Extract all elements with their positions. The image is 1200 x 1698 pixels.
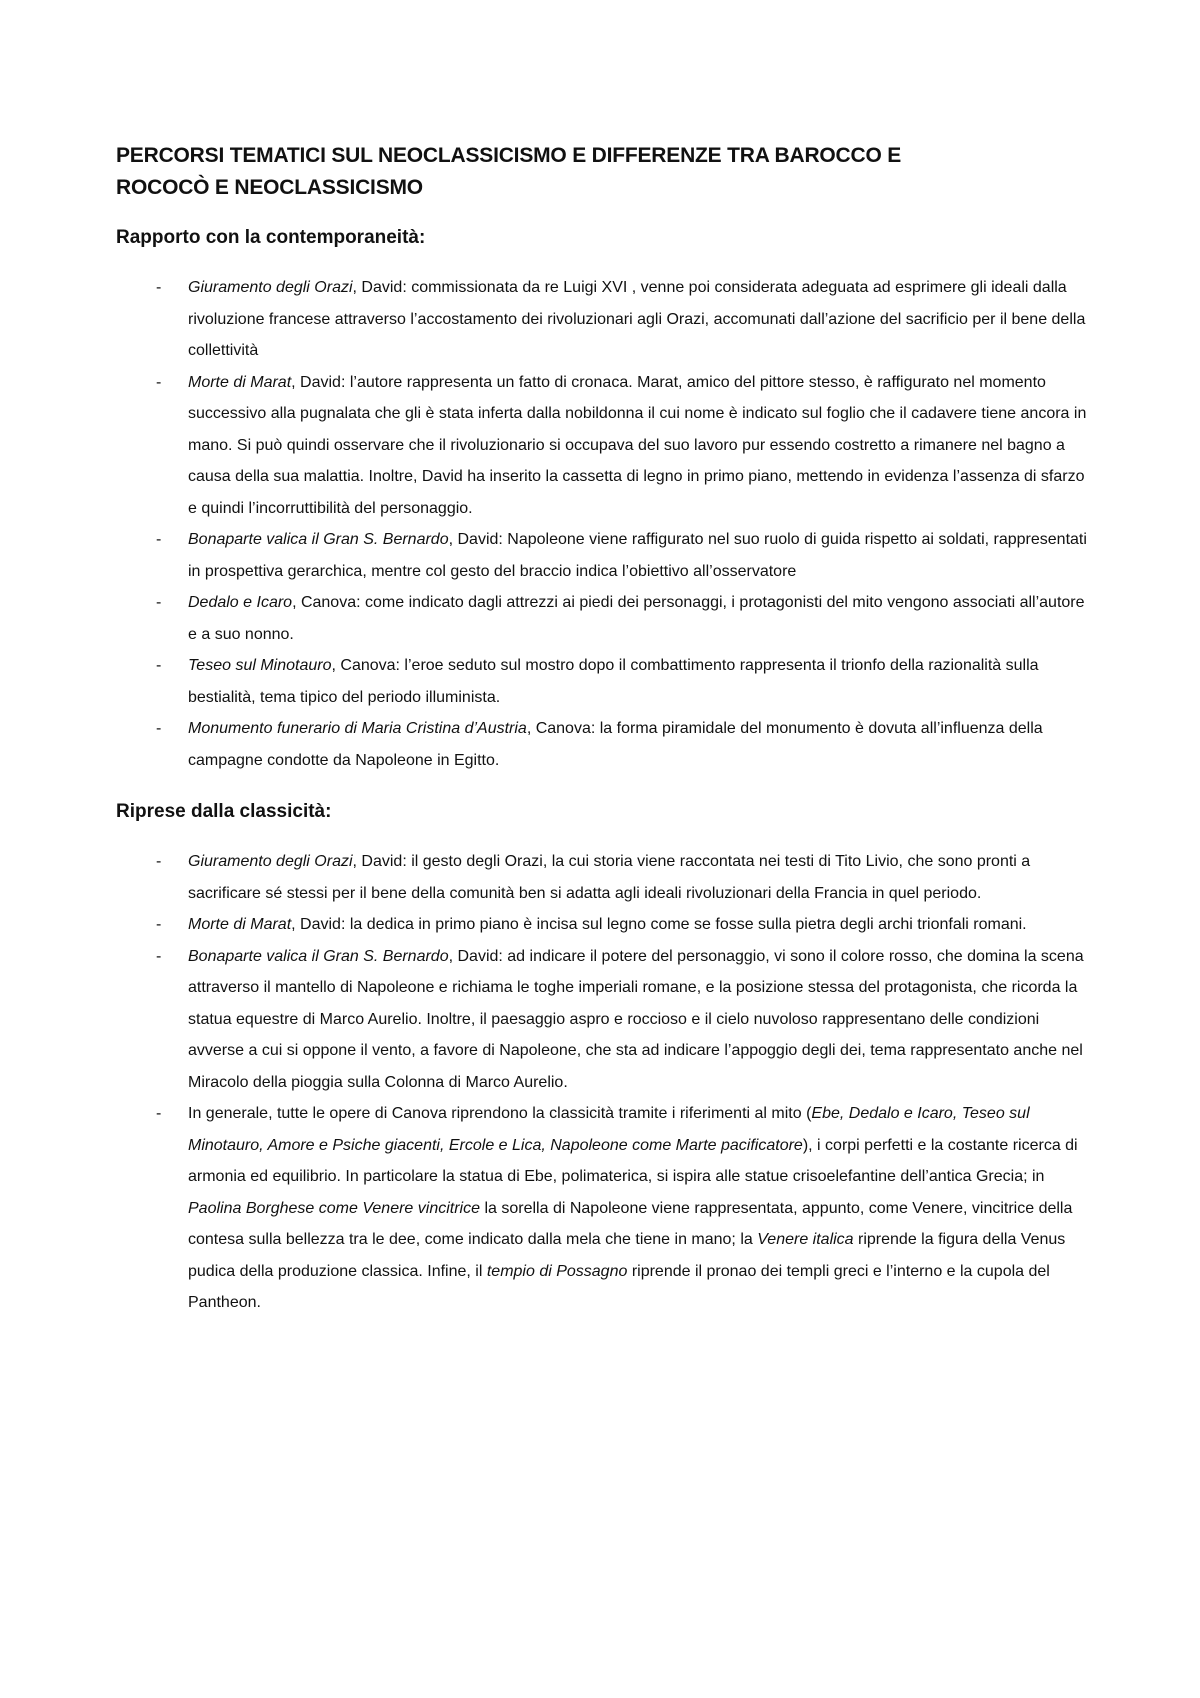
dash-bullet: - [156,947,162,965]
item-text: , David: l’autore rappresenta un fatto di cronaca. Marat, amico del pittore stesso, è raffigurato nel momento successivo alla pugnalata che gli è stata inferta dalla nobildonna il cui nome è indicato sul foglio che il cadavere tiene ancora in mano. Si può quindi osservare che il rivoluzionario si occupava del suo lavoro pur essendo costretto a rimanere nel bagno a causa della sua malattia. Inoltre, David ha inserito la cassetta di legno in primo piano, mettendo in evidenza l’assenza di sfarzo e quindi l’incorruttibilità del personaggio. [188,373,1087,517]
dash-bullet: - [156,853,162,870]
artwork-title: Dedalo e Icaro [188,594,293,611]
dash-bullet: - [156,916,162,933]
section-contemporaneita [116,224,1094,776]
dash-bullet: - [156,1105,162,1122]
item-text: In generale, tutte le opere di Canova riprendono la classicità tramite i riferimenti al mito ( [188,1105,812,1122]
item-text: , David: Napoleone viene raffigurato nel suo ruolo di guida rispetto ai soldati, rappresentati in prospettiva gerarchica, mentre col gesto del braccio indica l’obiettivo all’osservatore [188,531,1087,580]
list-item [116,1098,1094,1319]
item-text: , Canova: l’eroe seduto sul mostro dopo il combattimento rappresenta il trionfo della razionalità sulla bestialità, tema tipico del periodo illuminista. [188,657,1039,706]
bullet-list [116,272,1094,776]
item-text: , Canova: la forma piramidale del monumento è dovuta all’influenza della campagne condotte da Napoleone in Egitto. [188,720,1043,769]
dash-bullet: - [156,720,162,737]
list-item [116,941,1094,1099]
list-item [116,650,1094,713]
artwork-title: tempio di Possagno [486,1262,628,1280]
artwork-title: Morte di Marat [188,916,292,933]
artwork-title: Giuramento degli Orazi [188,853,353,870]
item-text: , David: la dedica in primo piano è incisa sul legno come se fosse sulla pietra degli archi trionfali romani. [291,916,1027,933]
artwork-title: Giuramento degli Orazi [188,279,353,296]
section-heading: Rapporto con la contemporaneità: [116,227,426,248]
dash-bullet: - [156,594,162,611]
section-heading: Riprese dalla classicità: [116,801,332,822]
dash-bullet: - [156,373,162,391]
list-item [116,524,1094,587]
item-text: riprende il pronao dei templi greci e l’interno e la cupola del Pantheon. [188,1262,1050,1311]
artwork-title: Morte di Marat [188,373,292,391]
item-text: , Canova: come indicato dagli attrezzi ai piedi dei personaggi, i protagonisti del mito vengono associati all’autore e a suo nonno. [188,594,1085,643]
artwork-title: Bonaparte valica il Gran S. Bernardo [188,947,449,965]
list-item [116,713,1094,776]
artwork-title: Paolina Borghese come Venere vincitrice [188,1199,481,1217]
item-text: , David: ad indicare il potere del personaggio, vi sono il colore rosso, che domina la scena attraverso il mantello di Napoleone e richiama le toghe imperiali romane, e la posizione stessa del protagonista, che ricorda la statua equestre di Marco Aurelio. Inoltre, il paesaggio aspro e roccioso e il cielo nuvoloso rappresentano delle condizioni avverse a cui si oppone il vento, a favore di Napoleone, che sta ad indicare l’appoggio degli dei, tema rappresentato anche nel Miracolo della pioggia sulla Colonna di Marco Aurelio. [188,947,1084,1091]
list-item [116,367,1094,525]
artwork-title: Monumento funerario di Maria Cristina d’Austria [188,720,527,737]
item-text: , David: commissionata da re Luigi XVI , venne poi considerata adeguata ad esprimere gli ideali dalla rivoluzione francese attraverso l’accostamento dei rivoluzionari agli Orazi, accomunati dall’azione del sacrificio per il bene della collettività [188,279,1086,359]
title-line-1: PERCORSI TEMATICI SUL NEOCLASSICISMO E DIFFERENZE TRA BAROCCO E [116,144,902,167]
list-item [116,272,1094,367]
section-classicita [116,798,1094,1319]
dash-bullet: - [156,279,162,296]
page-title [116,140,1094,204]
dash-bullet: - [156,531,162,548]
list-item [116,587,1094,650]
artwork-title: Bonaparte valica il Gran S. Bernardo [188,531,449,548]
item-text: riprende la figura della Venus pudica della produzione classica. Infine, il [188,1231,1066,1280]
title-line-2: ROCOCÒ E NEOCLASSICISMO [116,176,423,199]
bullet-list [116,846,1094,1319]
artwork-title: Ebe, Dedalo e Icaro, Teseo sul Minotauro, Amore e Psiche giacenti, Ercole e Lica, Napoleone come Marte pacificatore [188,1105,1030,1154]
list-item [116,846,1094,909]
artwork-title: Teseo sul Minotauro [188,657,332,674]
list-item [116,909,1094,941]
item-text: la sorella di Napoleone viene rappresentata, appunto, come Venere, vincitrice della contesa sulla bellezza tra le dee, come indicato dalla mela che tiene in mano; la [188,1199,1073,1248]
item-text: , David: il gesto degli Orazi, la cui storia viene raccontata nei testi di Tito Livio, che sono pronti a sacrificare sé stessi per il bene della comunità ben si adatta agli ideali rivoluzionari della Francia in quel periodo. [188,853,1031,902]
item-text: ), i corpi perfetti e la costante ricerca di armonia ed equilibrio. In particolare la statua di Ebe, polimaterica, si ispira alle statue crisoelefantine dell’antica Grecia; in [188,1136,1078,1185]
dash-bullet: - [156,657,162,674]
artwork-title: Venere italica [757,1231,854,1248]
